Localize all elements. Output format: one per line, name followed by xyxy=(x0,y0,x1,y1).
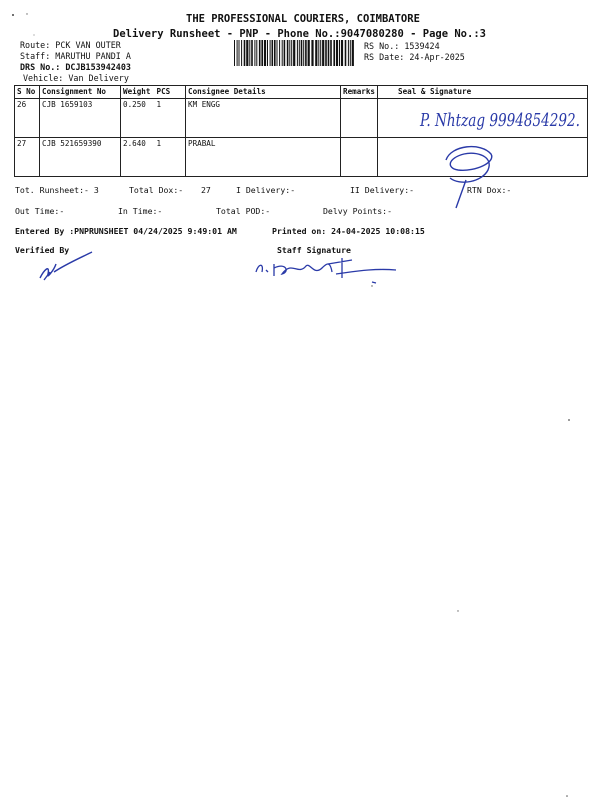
row-sno: 27 xyxy=(15,138,40,177)
ii-delivery: II Delivery:- xyxy=(350,185,415,195)
rs-number: RS No.: 1539424 xyxy=(364,41,440,51)
i-delivery: I Delivery:- xyxy=(236,185,296,195)
rtn-dox: RTN Dox:- xyxy=(467,185,512,195)
col-seal-signature: Seal & Signature xyxy=(378,86,588,99)
row-weight: 0.250 xyxy=(121,99,155,138)
row-consignee: PRABAL xyxy=(186,138,341,177)
row-consignee: KM ENGG xyxy=(186,99,341,138)
printed-on: Printed on: 24-04-2025 10:08:15 xyxy=(272,226,425,236)
col-remarks: Remarks xyxy=(341,86,378,99)
entered-by: Entered By :PNPRUNSHEET 04/24/2025 9:49:01 AM xyxy=(15,226,237,236)
row-sno: 26 xyxy=(15,99,40,138)
handwritten-note-text: P. Nhtzag 9994854292. xyxy=(419,110,580,131)
col-consignment: Consignment No xyxy=(40,86,121,99)
drs-label: DRS No.: DCJB153942403 xyxy=(20,62,131,72)
col-sno: S No xyxy=(15,86,40,99)
out-time: Out Time:- xyxy=(15,206,65,216)
col-pcs: PCS xyxy=(155,86,186,99)
rs-date: RS Date: 24-Apr-2025 xyxy=(364,52,465,62)
staff-label: Staff: MARUTHU PANDI A xyxy=(20,51,131,61)
total-pod: Total POD:- xyxy=(216,206,271,216)
row-consignment: CJB 521659390 xyxy=(40,138,121,177)
row-pcs: 1 xyxy=(155,99,186,138)
row-weight: 2.640 xyxy=(121,138,155,177)
in-time: In Time:- xyxy=(118,206,163,216)
delvy-points: Delvy Points:- xyxy=(323,206,393,216)
company-title: THE PROFESSIONAL COURIERS, COIMBATORE xyxy=(186,13,420,25)
runsheet-subtitle: Delivery Runsheet - PNP - Phone No.:9047080280 - Page No.:3 xyxy=(113,28,486,40)
row-consignment: CJB 1659103 xyxy=(40,99,121,138)
col-weight: Weight xyxy=(121,86,155,99)
row-pcs: 1 xyxy=(155,138,186,177)
total-dox-label: Total Dox:- xyxy=(129,185,184,195)
total-dox-value: 27 xyxy=(201,185,211,195)
vehicle-label: Vehicle: Van Delivery xyxy=(23,73,129,83)
tot-runsheet: Tot. Runsheet:- 3 xyxy=(15,185,99,195)
staff-signature-label: Staff Signature xyxy=(277,245,351,255)
route-label: Route: PCK VAN OUTER xyxy=(20,40,121,50)
col-consignee: Consignee Details xyxy=(186,86,341,99)
verified-by: Verified By xyxy=(15,245,70,255)
